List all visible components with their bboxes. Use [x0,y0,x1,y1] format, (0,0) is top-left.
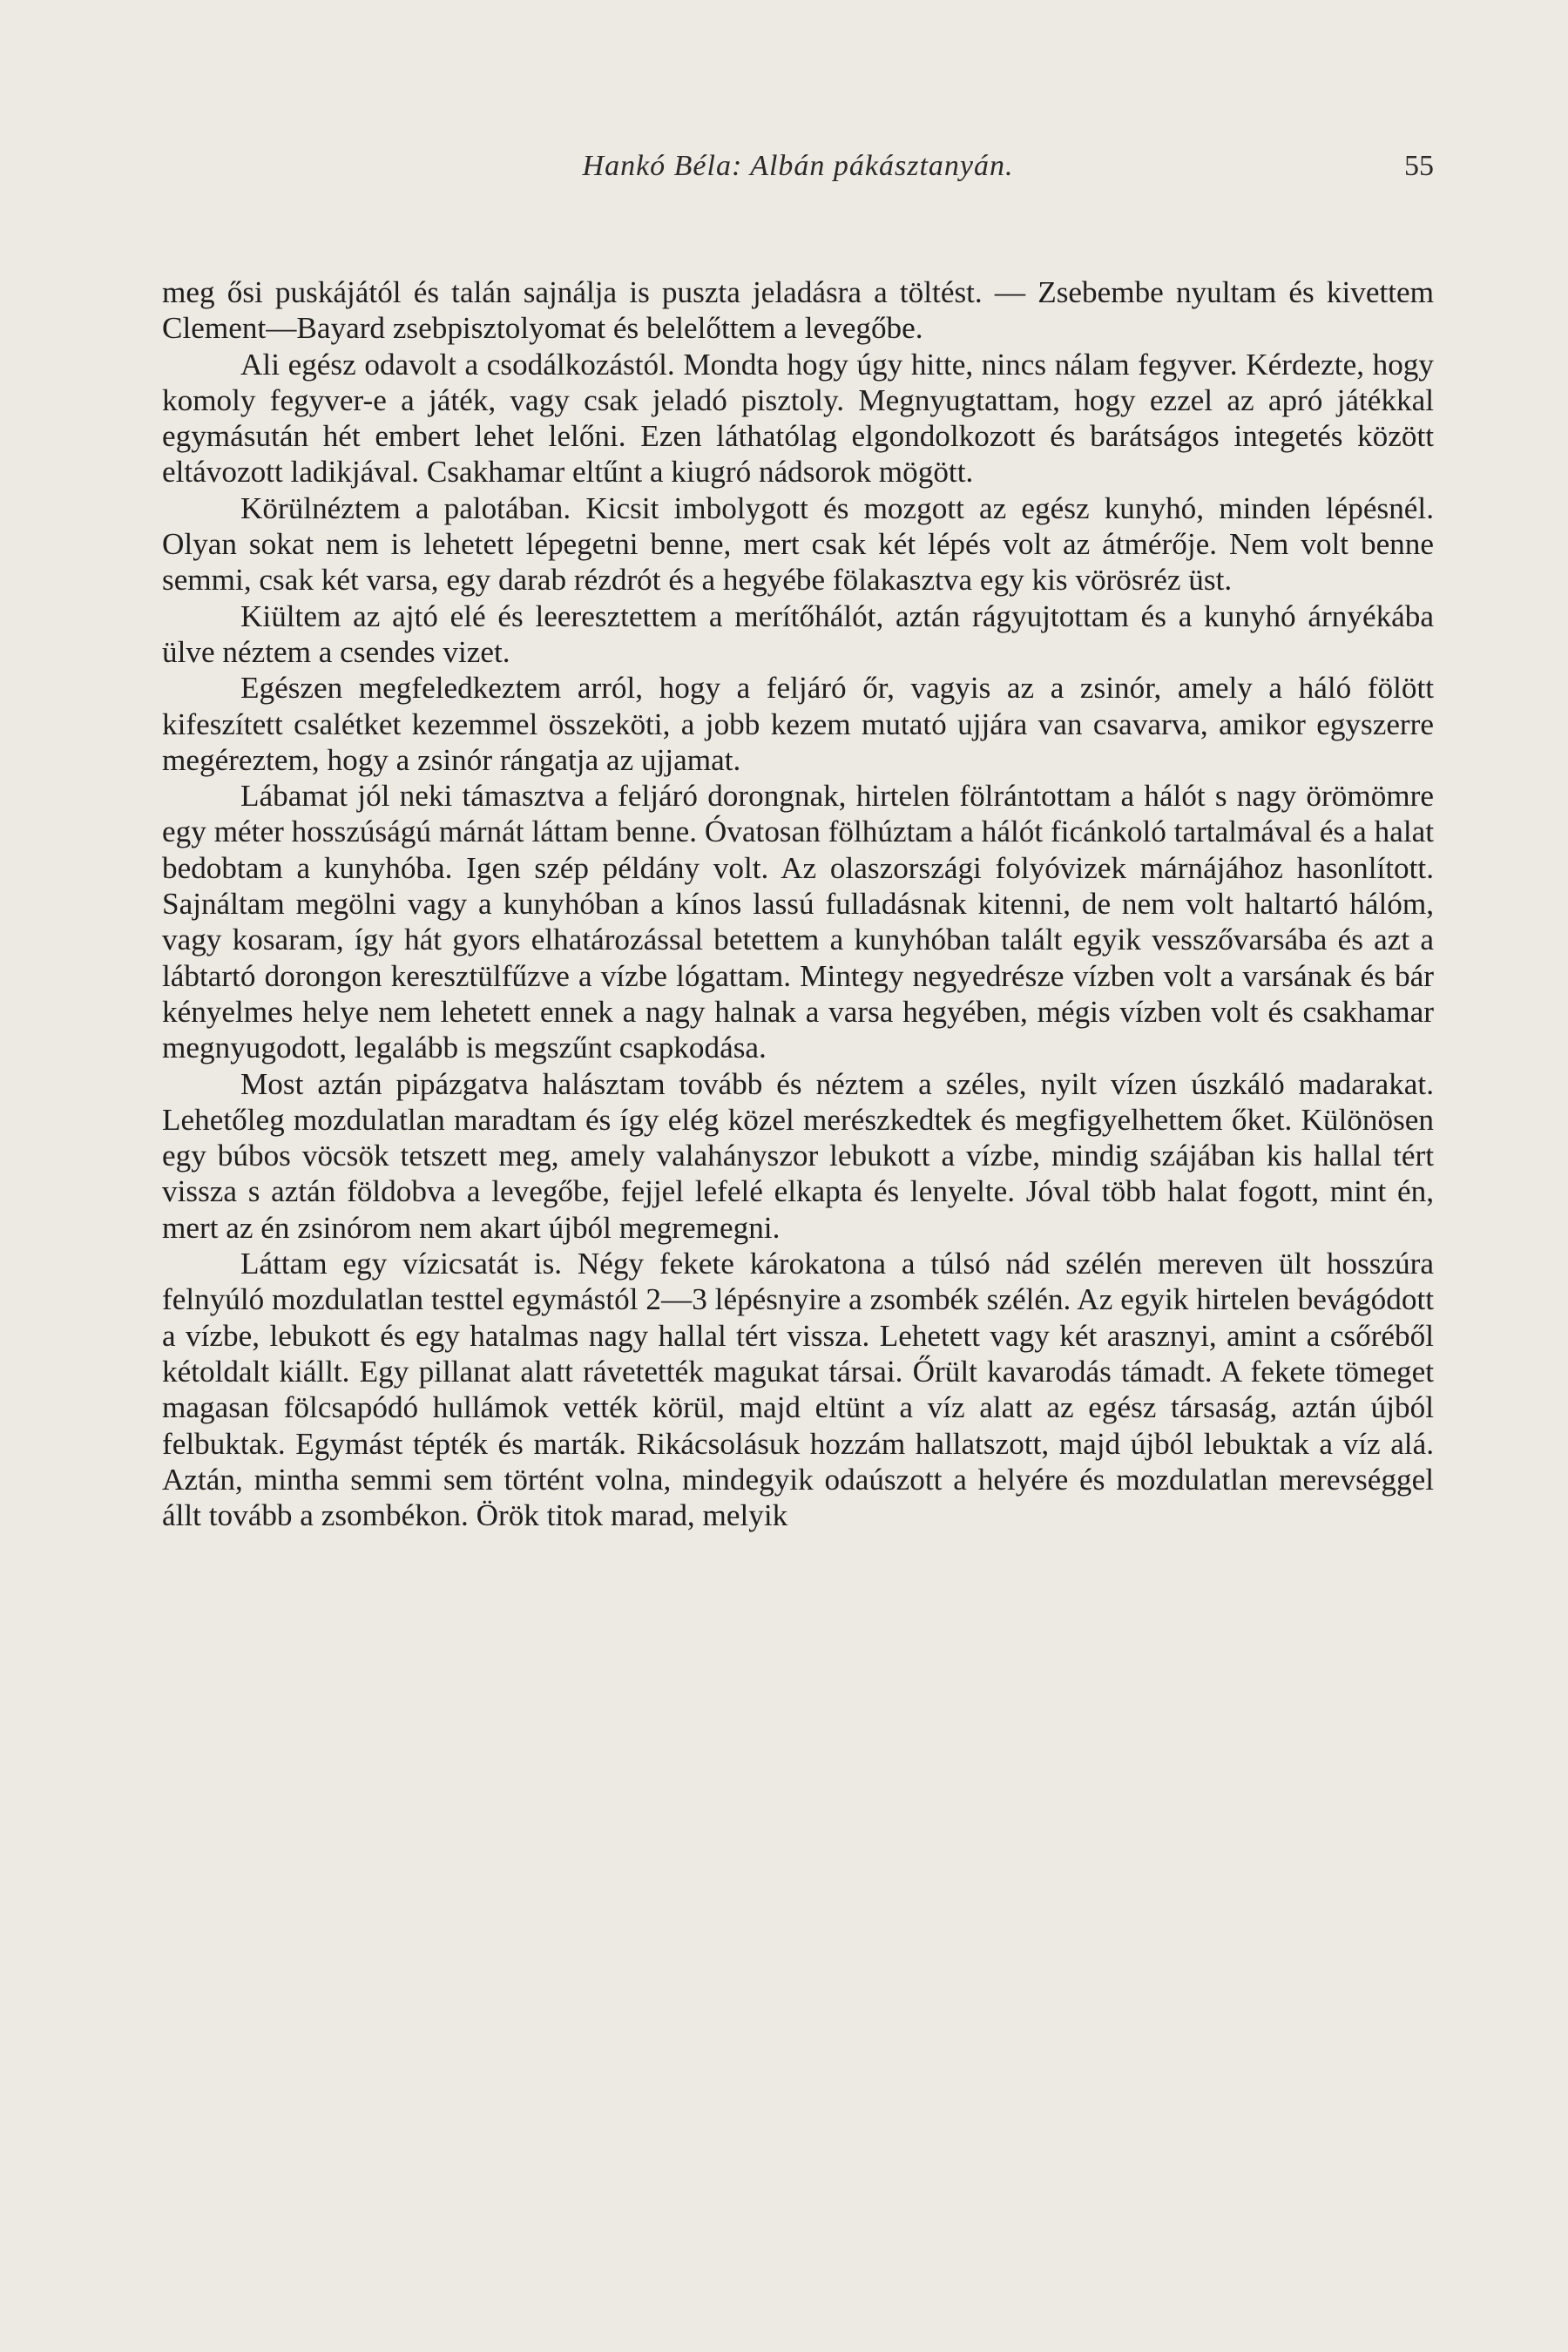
paragraph-continuation: meg ősi puskájától és talán sajnálja is puszta jeladásra a töltést. — Zsebembe nyultam és kivettem Clement—Bayard zsebpisztolyomat és belelőttem a levegőbe. [162,275,1434,346]
paragraph: Most aztán pipázgatva halásztam tovább és néztem a széles, nyilt vízen úszkáló madarakat. Lehetőleg mozdulatlan maradtam és így elég közel merészkedtek és megfigyelhettem őket. Különösen egy búbos vöcsök tetszett meg, amely valahányszor lebukott a vízbe, mindig szájában kis hallal tért vissza s aztán földobva a levegőbe, fejjel lefelé elkapta és lenyelte. Jóval több halat fogott, mint én, mert az én zsinórom nem akart újból megremegni. [162,1066,1434,1245]
paragraph: Egészen megfeledkeztem arról, hogy a feljáró őr, vagyis az a zsinór, amely a háló fölött kifeszített csalétket kezemmel összeköti, a jobb kezem mutató ujjára van csavarva, amikor egyszerre megéreztem, hogy a zsinór rángatja az ujjamat. [162,671,1434,777]
paragraph: Körülnéztem a palotában. Kicsit imbolygott és mozgott az egész kunyhó, minden lépésnél. Olyan sokat nem is lehetett lépegetni benne, mert csak két lépés volt az átmérője. Nem volt benne semmi, csak két varsa, egy darab rézdrót és a hegyébe fölakasztva egy kis vörösréz üst. [162,490,1434,598]
page-number: 55 [1404,150,1434,182]
paragraph: Ali egész odavolt a csodálkozástól. Mondta hogy úgy hitte, nincs nálam fegyver. Kérdezte, hogy komoly fegyver-e a játék, vagy csak jeladó pisztoly. Megnyugtattam, hogy ezzel az apró játékkal egymásután hét embert lehet lelőni. Ezen láthatólag elgondolkozott és barátságos integetés között eltávozott ladikjával. Csakhamar eltűnt a kiugró nádsorok mögött. [162,347,1434,490]
paragraph: Láttam egy vízicsatát is. Négy fekete károkatona a túlsó nád szélén mereven ült hosszúra felnyúló mozdulatlan testtel egymástól 2—3 lépésnyire a zsombék szélén. Az egyik hirtelen bevágódott a vízbe, lebukott és egy hatalmas nagy hallal tért vissza. Lehetett vagy két arasznyi, amint a csőréből kétoldalt kiállt. Egy pillanat alatt rávetették magukat társai. Őrült kavarodás támadt. A fekete tömeget magasan fölcsapódó hullámok vették körül, majd eltünt a víz alatt az egész társaság, aztán újból felbuktak. Egymást tépték és marták. Rikácsolásuk hozzám hallatszott, majd újból lebuktak a víz alá. Aztán, mintha semmi sem történt volna, mindegyik odaúszott a helyére és mozdulatlan merevséggel állt tovább a zsombékon. Örök titok marad, melyik [162,1247,1434,1533]
paragraph: Lábamat jól neki támasztva a feljáró dorongnak, hirtelen fölrántottam a hálót s nagy örömömre egy méter hosszúságú márnát láttam benne. Óvatosan fölhúztam a hálót ficánkoló tartalmával és a halat bedobtam a kunyhóba. Igen szép példány volt. Az olaszországi folyóvizek márnájához hasonlított. Sajnáltam megölni vagy a kunyhóban a kínos lassú fulladásnak kitenni, de nem volt haltartó hálóm, vagy kosaram, így hát gyors elhatározással betettem a kunyhóban talált egyik vesszővarsába és azt a lábtartó dorongon keresztülfűzve a vízbe lógattam. Mintegy negyedrésze vízben volt a varsának és bár kényelmes helye nem lehetett ennek a nagy halnak a varsa hegyében, mégis vízben volt és csakhamar megnyugodott, legalább is megszűnt csapkodása. [162,779,1434,1065]
body-text [162,274,1434,1533]
running-title: Hankó Béla: Albán pákásztanyán. [582,150,1014,182]
running-head [162,150,1434,193]
paragraph: Kiültem az ajtó elé és leeresztettem a merítőhálót, aztán rágyujtottam és a kunyhó árnyékába ülve néztem a csendes vizet. [162,598,1434,669]
